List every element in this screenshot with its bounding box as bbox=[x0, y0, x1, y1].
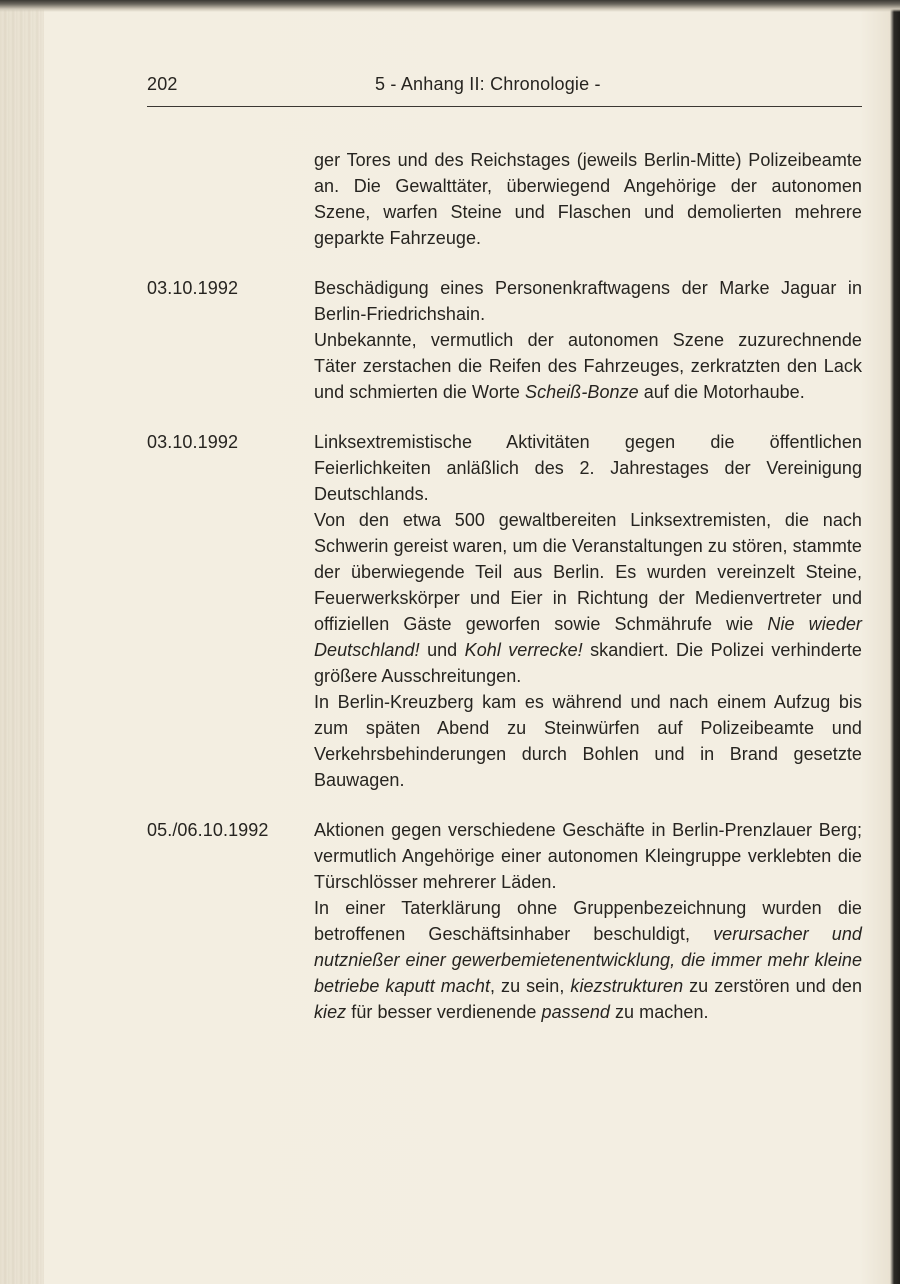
entry-date: 03.10.1992 bbox=[147, 278, 239, 298]
chronology-entry bbox=[147, 275, 862, 405]
italic-quote: passend bbox=[541, 1002, 610, 1022]
page-number: 202 bbox=[147, 74, 178, 94]
page-edge bbox=[0, 0, 44, 1284]
chronology-entry bbox=[147, 429, 862, 793]
entry-text bbox=[314, 275, 862, 405]
entry-paragraph: In einer Taterklärung ohne Gruppenbezeichnung wurden die betroffenen Geschäftsinhaber beschuldigt, verursacher und nutznießer einer gewerbemietenentwicklung, die immer mehr kleine betriebe kaputt macht, zu sein, kiezstrukturen zu zerstören und den kiez für besser verdienende passend zu machen. bbox=[314, 898, 863, 1022]
entry-paragraph: ger Tores und des Reichstages (jeweils Berlin-Mitte) Polizeibeamte an. Die Gewalttäter, überwiegend Angehörige der autonomen Szene, warfen Steine und Flaschen und demolierten mehrere geparkte Fahrzeuge. bbox=[314, 150, 862, 248]
italic-quote: kiezstrukturen bbox=[570, 976, 684, 996]
italic-quote: Nie wieder Deutschland! bbox=[314, 614, 862, 660]
top-shadow bbox=[0, 0, 900, 12]
entry-paragraph: Beschädigung eines Personenkraftwagens der Marke Jaguar in Berlin-Friedrichshain. bbox=[314, 278, 862, 324]
entry-paragraph: Von den etwa 500 gewaltbereiten Linksextremisten, die nach Schwerin gereist waren, um die Veranstaltungen zu stören, stammte der überwiegende Teil aus Berlin. Es wurden vereinzelt Steine, Feuerwerkskörper und Eier in Richtung der Medienvertreter und offiziellen Gäste geworfen sowie Schmährufe wie Nie wieder Deutschland! und Kohl verrecke! skandiert. Die Polizei verhinderte größere Ausschreitungen. bbox=[314, 510, 862, 686]
entry-paragraph: In Berlin-Kreuzberg kam es während und nach einem Aufzug bis zum späten Abend zu Steinwürfen auf Polizeibeamte und Verkehrsbehinderungen durch Bohlen und in Brand gesetzte Bauwagen. bbox=[314, 692, 862, 790]
chronology-list bbox=[147, 147, 862, 1025]
header-rule bbox=[147, 106, 862, 107]
page-header bbox=[147, 70, 862, 106]
italic-quote: verursacher und nutznießer einer gewerbemietenentwicklung, die immer mehr kleine betriebe kaputt macht bbox=[314, 924, 862, 996]
italic-quote: kiez bbox=[314, 1002, 347, 1022]
chronology-entry bbox=[147, 147, 862, 251]
entry-text bbox=[314, 147, 862, 251]
italic-quote: Kohl verrecke! bbox=[464, 640, 583, 660]
entry-date: 03.10.1992 bbox=[147, 432, 239, 452]
entry-date: 05./06.10.1992 bbox=[147, 820, 269, 840]
italic-quote: Scheiß-Bonze bbox=[525, 382, 639, 402]
running-title: 5 - Anhang II: Chronologie - bbox=[375, 74, 601, 94]
chronology-entry bbox=[147, 817, 862, 1025]
entry-paragraph: Unbekannte, vermutlich der autonomen Szene zuzurechnende Täter zerstachen die Reifen des Fahrzeuges, zerkratzten den Lack und schmierten die Worte Scheiß-Bonze auf die Motorhaube. bbox=[314, 330, 862, 402]
entry-paragraph: Aktionen gegen verschiedene Geschäfte in Berlin-Prenzlauer Berg; vermutlich Angehörige einer autonomen Kleingruppe verklebten die Türschlösser mehrerer Läden. bbox=[314, 820, 862, 892]
entry-text bbox=[314, 429, 862, 793]
entry-paragraph: Linksextremistische Aktivitäten gegen die öffentlichen Feierlichkeiten anläßlich des 2. Jahrestages der Vereinigung Deutschlands. bbox=[314, 432, 862, 504]
entry-text bbox=[314, 817, 862, 1025]
